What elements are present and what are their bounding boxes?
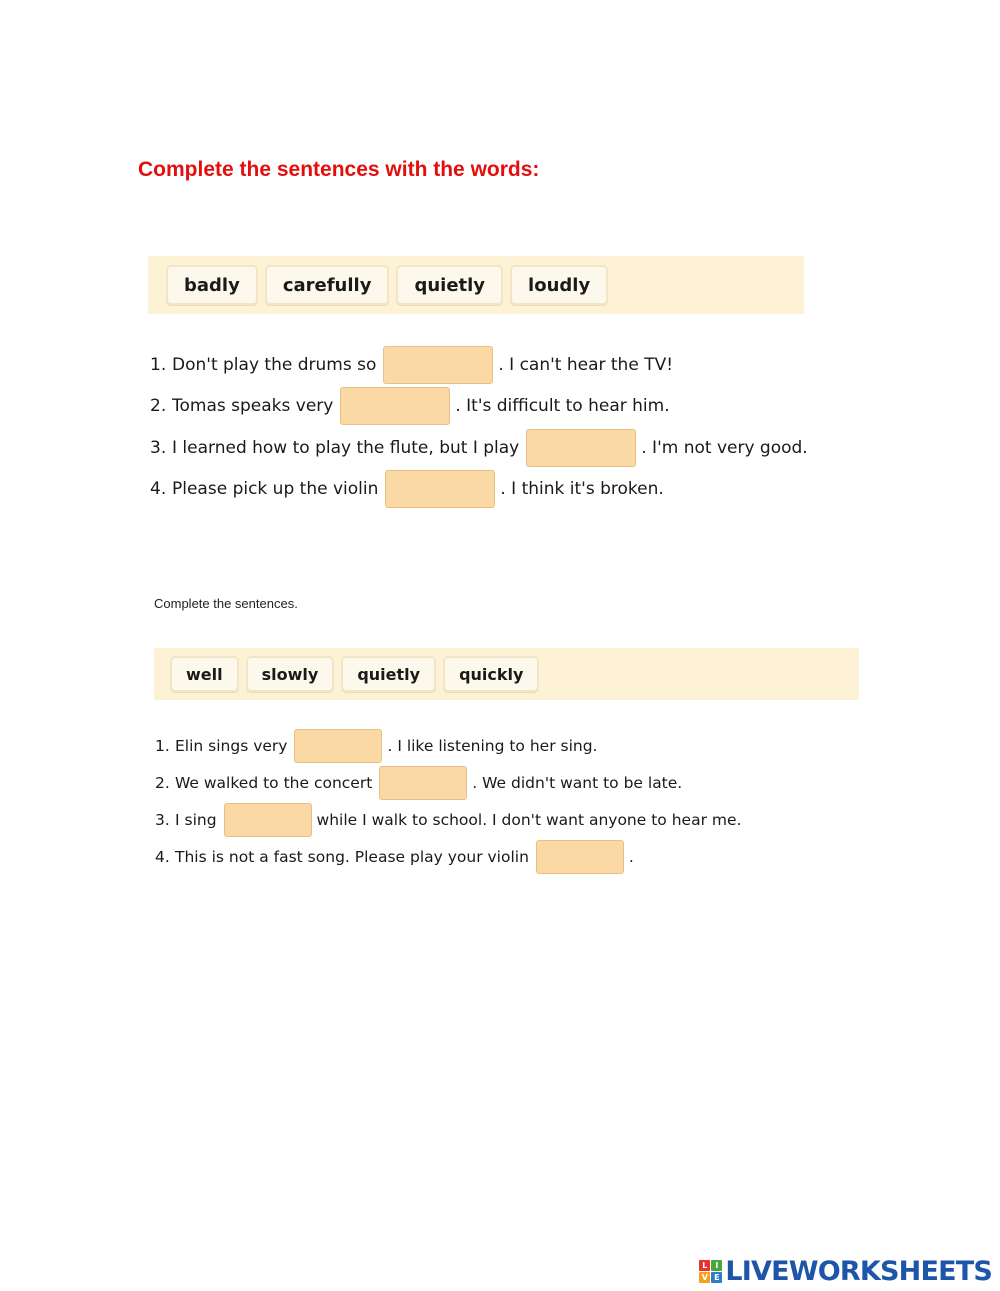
sentence-text-after: . I think it's broken.	[500, 479, 664, 499]
word-chip-well[interactable]: well	[170, 656, 239, 692]
exercise1-sentence-3	[150, 429, 808, 467]
sentence-text-before: Don't play the drums so	[172, 355, 377, 375]
sentence-text-after: . I can't hear the TV!	[498, 355, 674, 375]
sentence-number: 2.	[150, 396, 167, 416]
exercise1-sentence-1	[150, 346, 673, 384]
exercise1-instruction: Complete the sentences with the words:	[138, 158, 540, 181]
logo-tile-e: E	[711, 1272, 722, 1283]
sentence-text-after: . I like listening to her sing.	[387, 737, 598, 755]
logo-tile-v: V	[699, 1272, 710, 1283]
sentence-text-before: This is not a fast song. Please play your violin	[175, 848, 529, 866]
sentence-text-after: while I walk to school. I don't want anyone to hear me.	[316, 811, 742, 829]
sentence-number: 3.	[155, 811, 170, 829]
liveworksheets-wordmark: LIVEWORKSHEETS	[725, 1255, 992, 1287]
sentence-text-before: Elin sings very	[175, 737, 288, 755]
answer-box-1-1[interactable]	[383, 346, 493, 384]
exercise2-sentence-1	[155, 729, 597, 763]
sentence-text-before: We walked to the concert	[175, 774, 373, 792]
logo-tile-l: L	[699, 1260, 710, 1271]
answer-box-2-2[interactable]	[379, 766, 467, 800]
liveworksheets-logo	[699, 1255, 992, 1287]
answer-box-2-3[interactable]	[224, 803, 312, 837]
sentence-text-after: . I'm not very good.	[641, 438, 808, 458]
answer-box-2-1[interactable]	[294, 729, 382, 763]
exercise1-sentence-2	[150, 387, 670, 425]
liveworksheets-logo-icon	[699, 1260, 722, 1283]
word-chip-loudly[interactable]: loudly	[510, 265, 608, 305]
sentence-number: 4.	[155, 848, 170, 866]
word-chip-quickly[interactable]: quickly	[443, 656, 539, 692]
sentence-number: 3.	[150, 438, 167, 458]
sentence-text-after: . It's difficult to hear him.	[455, 396, 670, 416]
exercise2-sentence-2	[155, 766, 682, 800]
exercise2-sentence-3	[155, 803, 741, 837]
answer-box-1-4[interactable]	[385, 470, 495, 508]
exercise1-sentence-4	[150, 470, 664, 508]
exercise2-sentence-4	[155, 840, 634, 874]
sentence-number: 1.	[150, 355, 167, 375]
sentence-text-before: Tomas speaks very	[172, 396, 334, 416]
word-chip-quietly[interactable]: quietly	[396, 265, 503, 305]
answer-box-1-2[interactable]	[340, 387, 450, 425]
exercise2-instruction: Complete the sentences.	[154, 596, 298, 611]
sentence-text-before: Please pick up the violin	[172, 479, 379, 499]
sentence-text-before: I learned how to play the flute, but I play	[172, 438, 520, 458]
sentence-text-before: I sing	[175, 811, 217, 829]
sentence-text-after: . We didn't want to be late.	[472, 774, 683, 792]
sentence-text-after: .	[628, 848, 634, 866]
word-bank-2	[154, 648, 859, 700]
answer-box-2-4[interactable]	[536, 840, 624, 874]
sentence-number: 1.	[155, 737, 170, 755]
word-chip-badly[interactable]: badly	[166, 265, 258, 305]
word-chip-slowly[interactable]: slowly	[246, 656, 335, 692]
sentence-number: 4.	[150, 479, 167, 499]
word-chip-quietly[interactable]: quietly	[341, 656, 436, 692]
word-chip-carefully[interactable]: carefully	[265, 265, 390, 305]
word-bank-1	[148, 256, 804, 314]
sentence-number: 2.	[155, 774, 170, 792]
logo-tile-i: I	[711, 1260, 722, 1271]
answer-box-1-3[interactable]	[526, 429, 636, 467]
